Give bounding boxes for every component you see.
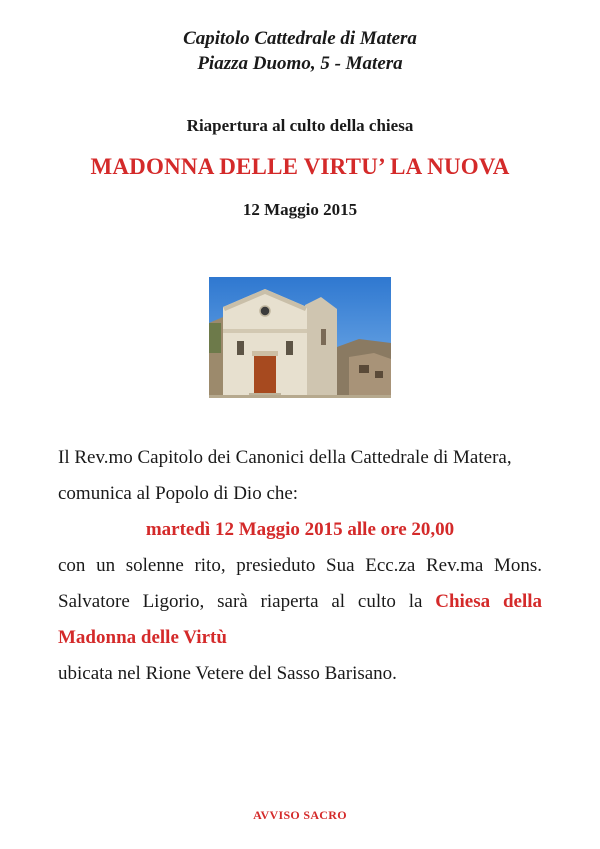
paragraph-rite	[58, 548, 542, 656]
page-title: MADONNA DELLE VIRTU’ LA NUOVA	[90, 154, 510, 179]
paragraph-chapter: Il Rev.mo Capitolo dei Canonici della Cattedrale di Matera,	[58, 447, 512, 468]
paragraph-communicates: comunica al Popolo di Dio che:	[58, 483, 299, 504]
event-date: 12 Maggio 2015	[242, 200, 358, 219]
subtitle: Riapertura al culto della chiesa	[186, 116, 414, 135]
church-name: Chiesa della Madonna delle Virtù	[58, 591, 543, 648]
paragraph-location: ubicata nel Rione Vetere del Sasso Barisano.	[58, 663, 397, 684]
church-illustration	[209, 277, 391, 398]
rite-text: con un solenne rito, presieduto Sua Ecc.za Rev.ma Mons. Salvatore Ligorio, sarà riaperta al culto la	[58, 555, 542, 612]
announcement-body	[58, 440, 542, 692]
event-datetime: martedì 12 Maggio 2015 alle ore 20,00	[145, 519, 455, 540]
footer-notice: AVVISO SACRO	[253, 808, 347, 822]
church-photo	[209, 277, 391, 398]
organization-name: Capitolo Cattedrale di Matera	[183, 28, 417, 49]
header	[0, 26, 600, 76]
organization-address: Piazza Duomo, 5 - Matera	[197, 53, 403, 74]
